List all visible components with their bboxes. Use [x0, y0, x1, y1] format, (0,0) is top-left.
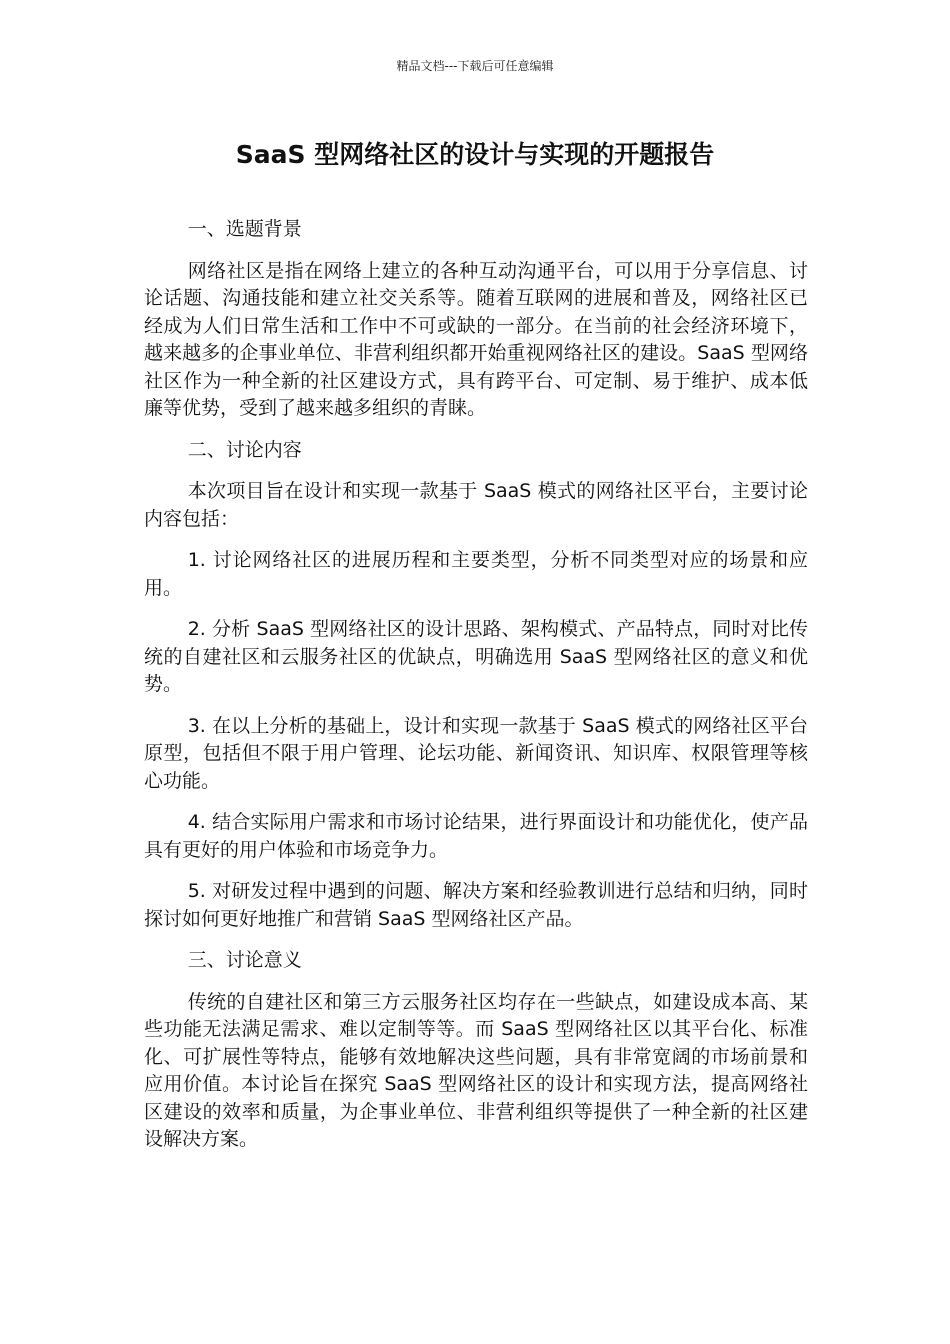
content-item-3: 3. 在以上分析的基础上，设计和实现一款基于 SaaS 模式的网络社区平台原型，包括但不限于用户管理、论坛功能、新闻资讯、知识库、权限管理等核心功能。	[144, 714, 808, 792]
section-heading-content: 二、讨论内容	[187, 438, 302, 461]
content-item-5: 5. 对研发过程中遇到的问题、解决方案和经验教训进行总结和归纳，同时探讨如何更好地推广和营销 SaaS 型网络社区产品。	[144, 880, 808, 930]
background-paragraph: 网络社区是指在网络上建立的各种互动沟通平台，可以用于分享信息、讨论话题、沟通技能和建立社交关系等。随着互联网的进展和普及，网络社区已经成为人们日常生活和工作中不可或缺的一部分。在当前的社会经济环境下，越来越多的企事业单位、非营利组织都开始重视网络社区的建设。SaaS 型网络社区作为一种全新的社区建设方式，具有跨平台、可定制、易于维护、成本低廉等优势，受到了越来越多组织的青睐。	[144, 259, 808, 419]
significance-paragraph: 传统的自建社区和第三方云服务社区均存在一些缺点，如建设成本高、某些功能无法满足需求、难以定制等等。而 SaaS 型网络社区以其平台化、标准化、可扩展性等特点，能够有效地解决这些问题，具有非常宽阔的市场前景和应用价值。本讨论旨在探究 SaaS 型网络社区的设计和实现方法，提高网络社区建设的效率和质量，为企事业单位、非营利组织等提供了一种全新的社区建设解决方案。	[144, 990, 808, 1150]
content-item-4: 4. 结合实际用户需求和市场讨论结果，进行界面设计和功能优化，使产品具有更好的用户体验和市场竞争力。	[144, 811, 808, 861]
header-note: 精品文档---下载后可任意编辑	[396, 59, 554, 73]
document-title: SaaS 型网络社区的设计与实现的开题报告	[235, 140, 715, 169]
section-heading-background: 一、选题背景	[187, 218, 302, 240]
content-intro-paragraph: 本次项目旨在设计和实现一款基于 SaaS 模式的网络社区平台，主要讨论内容包括：	[144, 480, 808, 530]
content-item-1: 1. 讨论网络社区的进展历程和主要类型，分析不同类型对应的场景和应用。	[144, 549, 808, 599]
document-body	[144, 216, 808, 1168]
section-heading-significance: 三、讨论意义	[187, 949, 302, 971]
content-item-2: 2. 分析 SaaS 型网络社区的设计思路、架构模式、产品特点，同时对比传统的自建社区和云服务社区的优缺点，明确选用 SaaS 型网络社区的意义和优势。	[144, 618, 808, 695]
